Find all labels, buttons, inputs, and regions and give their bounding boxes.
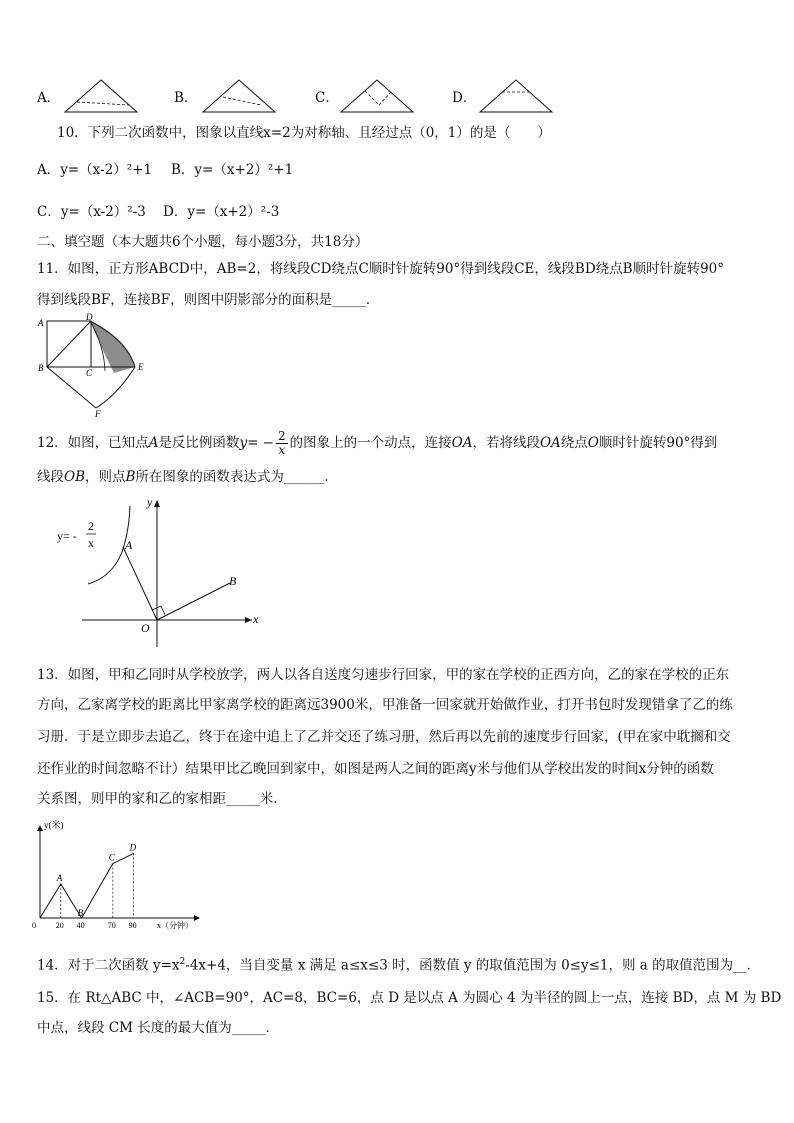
q11-label-d: D [86, 312, 93, 322]
q13-point-label: C [108, 852, 115, 863]
q12-fig-label-x: x [253, 612, 259, 626]
q11-label-f: F [95, 409, 101, 419]
q12-fig-func-lhs: y= - [57, 529, 77, 543]
q14-line [37, 953, 760, 975]
q13-x-tick-label: 70 [107, 921, 116, 930]
q10-option-c[interactable]: C．y=（x-2）²-3 [37, 204, 146, 220]
q13-line-1: 13．如图，甲和乙同时从学校放学，两人以各自送度匀速步行回家，甲的家在学校的正西方向，乙的家在学校的正东 [37, 667, 730, 683]
q12-point-b: B [125, 469, 136, 485]
q13-point-label: D [129, 842, 137, 853]
q12-text: 所在图象的函数表达式为______． [135, 469, 338, 485]
q11-label-c: C [86, 368, 93, 378]
q11-label-e: E [138, 362, 144, 372]
q10-option-b[interactable]: B．y=（x+2）²+1 [171, 162, 294, 178]
q12-text: ，则点 [85, 469, 126, 485]
q11-square-rotation-figure [35, 312, 155, 419]
option-b-triangle-figure [201, 78, 277, 114]
option-a-triangle-figure [63, 78, 139, 114]
q11-label-b: B [38, 363, 44, 373]
q12-fig-label-b: B [229, 574, 237, 588]
q13-line-3: 习册．于是立即步去追乙，终于在途中追上了乙并交还了练习册，然后再以先前的速度步行回家，(甲在家中耽搁和交 [37, 729, 731, 745]
q15-line-2: 中点，线段 CM 长度的最大值为_____． [37, 1020, 279, 1036]
q12-frac-denominator: x [278, 443, 286, 457]
q13-point-label: B [77, 908, 84, 918]
q12-coordinate-figure [52, 492, 272, 652]
q12-fig-label-o: O [141, 621, 150, 635]
q13-line-4: 还作业的时间忽略不计）结果甲比乙晚回到家中，如图是两人之间的距离y米与他们从学校出发的时间x分钟的函数 [37, 761, 714, 777]
q12-point-o: O [587, 435, 599, 451]
option-d-label[interactable]: D． [452, 90, 477, 106]
q12-func-y: y [239, 435, 248, 451]
q13-line-2: 方向，乙家离学校的距离比甲家离学校的距离远3900米，甲准备一回家就开始做作业，打开书包时发现错拿了乙的练 [37, 697, 733, 713]
q12-text: 是反比例函数 [158, 435, 240, 451]
q12-text: 绕点 [560, 435, 588, 451]
q12-fig-label-y: y [147, 495, 153, 509]
q13-x-tick-label: 0 [32, 921, 36, 930]
q12-fig-func-num: 2 [88, 519, 94, 533]
q13-line-5: 关系图，则甲的家和乙的家相距_____米． [37, 791, 287, 807]
q10-option-d[interactable]: D．y=（x+2）²-3 [163, 204, 280, 220]
q13-y-axis-label: y(米) [44, 820, 64, 830]
q11-line-2: 得到线段BF，连接BF，则图中阴影部分的面积是_____． [37, 292, 380, 308]
q15-line-1: 15．在 Rt△ABC 中，∠ACB=90°，AC=8，BC=6，点 D 是以点 A 为圆心 4 为半径的圆上一点，连接 BD，点 M 为 BD [37, 990, 782, 1006]
q12-line-2 [37, 468, 338, 486]
q12-fig-label-a: A [125, 538, 133, 552]
q13-x-axis-label: x（分钟） [157, 921, 193, 930]
q12-text: 的图象上的一个动点，连接 [289, 435, 452, 451]
q10-stem: 10．下列二次函数中，图象以直线x=2为对称轴、且经过点（0，1）的是（ ） [57, 125, 551, 141]
q14-superscript: 2 [179, 957, 186, 967]
q12-fraction [276, 430, 288, 457]
section-heading: 二、填空题（本大题共6个小题，每小题3分，共18分） [37, 234, 369, 250]
q12-seg-ob: OB [64, 469, 85, 485]
q13-x-tick-label: 20 [55, 921, 64, 930]
q12-line-1 [37, 430, 717, 457]
q12-seg-oa: OA [451, 435, 473, 451]
q12-seg-oa: OA [539, 435, 561, 451]
q13-x-tick-label: 90 [128, 921, 137, 930]
q13-distance-time-chart [30, 818, 220, 930]
option-c-triangle-figure [339, 78, 415, 114]
q11-line-1: 11．如图，正方形ABCD中，AB=2，将线段CD绕点C顺时针旋转90°得到线段CE，线段BD绕点B顺时针旋转90° [37, 261, 725, 277]
q11-label-a: A [38, 318, 44, 328]
q12-func-eq: = − [247, 435, 274, 451]
option-b-label[interactable]: B． [174, 90, 198, 106]
option-d-triangle-figure [478, 78, 554, 114]
q12-frac-numerator: 2 [278, 429, 286, 443]
q14-text: 14．对于二次函数 y=x [37, 957, 180, 974]
q12-text: ，若将线段 [472, 435, 540, 451]
q14-text: -4x+4，当自变量 x 满足 a≤x≤3 时，函数值 y 的取值范围为 0≤y≤1，则 a 的取值范围为__． [185, 957, 761, 974]
q12-text: 顺时针旋转90°得到 [598, 435, 718, 451]
option-c-label[interactable]: C． [315, 90, 339, 106]
q12-point-a: A [148, 435, 159, 451]
q13-point-label: A [56, 873, 63, 883]
q13-series-line [40, 853, 134, 918]
option-a-label[interactable]: A． [37, 90, 61, 106]
q13-x-tick-label: 40 [76, 921, 85, 930]
q10-option-a[interactable]: A．y=（x-2）²+1 [37, 162, 153, 178]
q12-text: 12．如图，已知点 [37, 435, 149, 451]
q12-text: 线段 [37, 469, 64, 485]
q12-fig-func-den: x [88, 536, 94, 550]
